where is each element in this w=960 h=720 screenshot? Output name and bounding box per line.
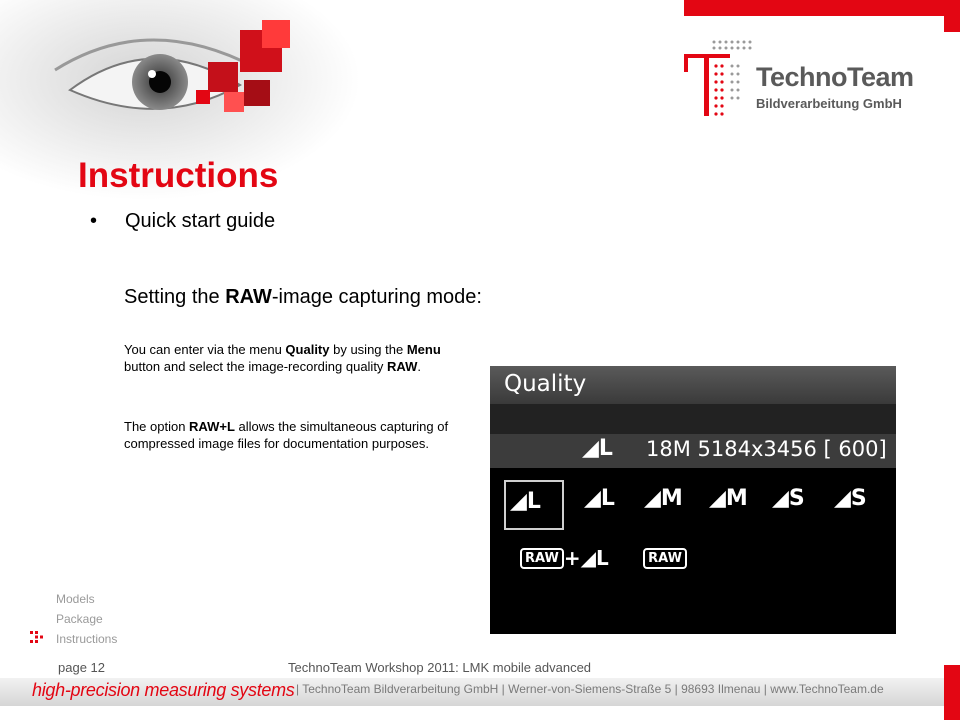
logo-name: TechnoTeam (756, 62, 914, 92)
para1-text: button and select the image-recording quality (124, 359, 388, 374)
nav-item-package[interactable]: Package (56, 612, 103, 626)
footer-tagline: high-precision measuring systems (32, 680, 295, 700)
quality-option-medium-normal[interactable]: ◢M (709, 486, 748, 511)
nav-item-instructions[interactable]: Instructions (56, 632, 118, 646)
para2-bold-rawl: RAW+L (189, 419, 235, 434)
camera-menu-band (490, 404, 896, 434)
footer-workshop-title: TechnoTeam Workshop 2011: LMK mobile advanced (288, 660, 592, 675)
instruction-paragraph-1 (124, 341, 464, 375)
raw-only-badge[interactable]: RAW (643, 548, 687, 569)
para1-bold-menu: Menu (406, 342, 441, 357)
camera-menu-header (490, 366, 896, 404)
camera-menu-title: Quality (504, 371, 587, 397)
heading-text-post: -image capturing mode: (271, 286, 482, 308)
bottom-right-accent (944, 665, 960, 720)
quality-large-icon: ◢L (582, 436, 613, 461)
para1-text: You can enter via the menu (124, 342, 286, 357)
top-right-accent (944, 0, 960, 32)
raw-plus-l-suffix: +◢L (563, 546, 609, 570)
raw-options-row (520, 546, 687, 576)
bullet-item (90, 210, 275, 233)
logo-dots-mark (680, 36, 752, 126)
para2-text: The option (124, 419, 190, 434)
page-title: Instructions (78, 156, 279, 195)
quality-option-large-fine[interactable]: ◢L (504, 480, 564, 530)
para2-text: allows the simultaneous capturing of compressed image files for documentation purposes. (124, 419, 449, 451)
instruction-paragraph-2 (124, 418, 464, 452)
para1-text: . (417, 359, 422, 374)
para1-bold-raw: RAW (387, 359, 418, 374)
camera-quality-screen (490, 366, 896, 634)
footer-company-info: | TechnoTeam Bildverarbeitung GmbH | Werner-von-Siemens-Straße 5 | 98693 Ilmenau | www.TechnoTeam.de (296, 682, 884, 696)
page-number: page 12 (58, 660, 105, 675)
active-section-marker-icon (30, 631, 44, 643)
raw-plus-l-badge[interactable]: RAW (520, 548, 564, 569)
quality-option-small-normal[interactable]: ◢S (834, 486, 867, 511)
technoteam-logo (680, 36, 940, 126)
quality-option-small-fine[interactable]: ◢S (772, 486, 805, 511)
quality-option-large-normal[interactable]: ◢L (584, 486, 615, 511)
top-accent-bar (684, 0, 960, 16)
logo-subtitle: Bildverarbeitung GmbH (756, 96, 902, 111)
section-heading (124, 284, 484, 310)
bullet-dot: • (90, 210, 98, 232)
quality-resolution-info: 18M 5184x3456 [ 600] (646, 437, 887, 461)
nav-item-models[interactable]: Models (56, 592, 95, 606)
quality-option-medium-fine[interactable]: ◢M (644, 486, 683, 511)
camera-selected-quality-row (490, 434, 896, 468)
para1-text: by using the (329, 342, 407, 357)
quality-options-row (504, 480, 884, 534)
heading-text-bold: RAW (225, 286, 272, 308)
heading-text-pre: Setting the (124, 286, 226, 308)
para1-bold-quality: Quality (285, 342, 330, 357)
bullet-text: Quick start guide (125, 210, 276, 232)
section-nav (56, 589, 117, 649)
